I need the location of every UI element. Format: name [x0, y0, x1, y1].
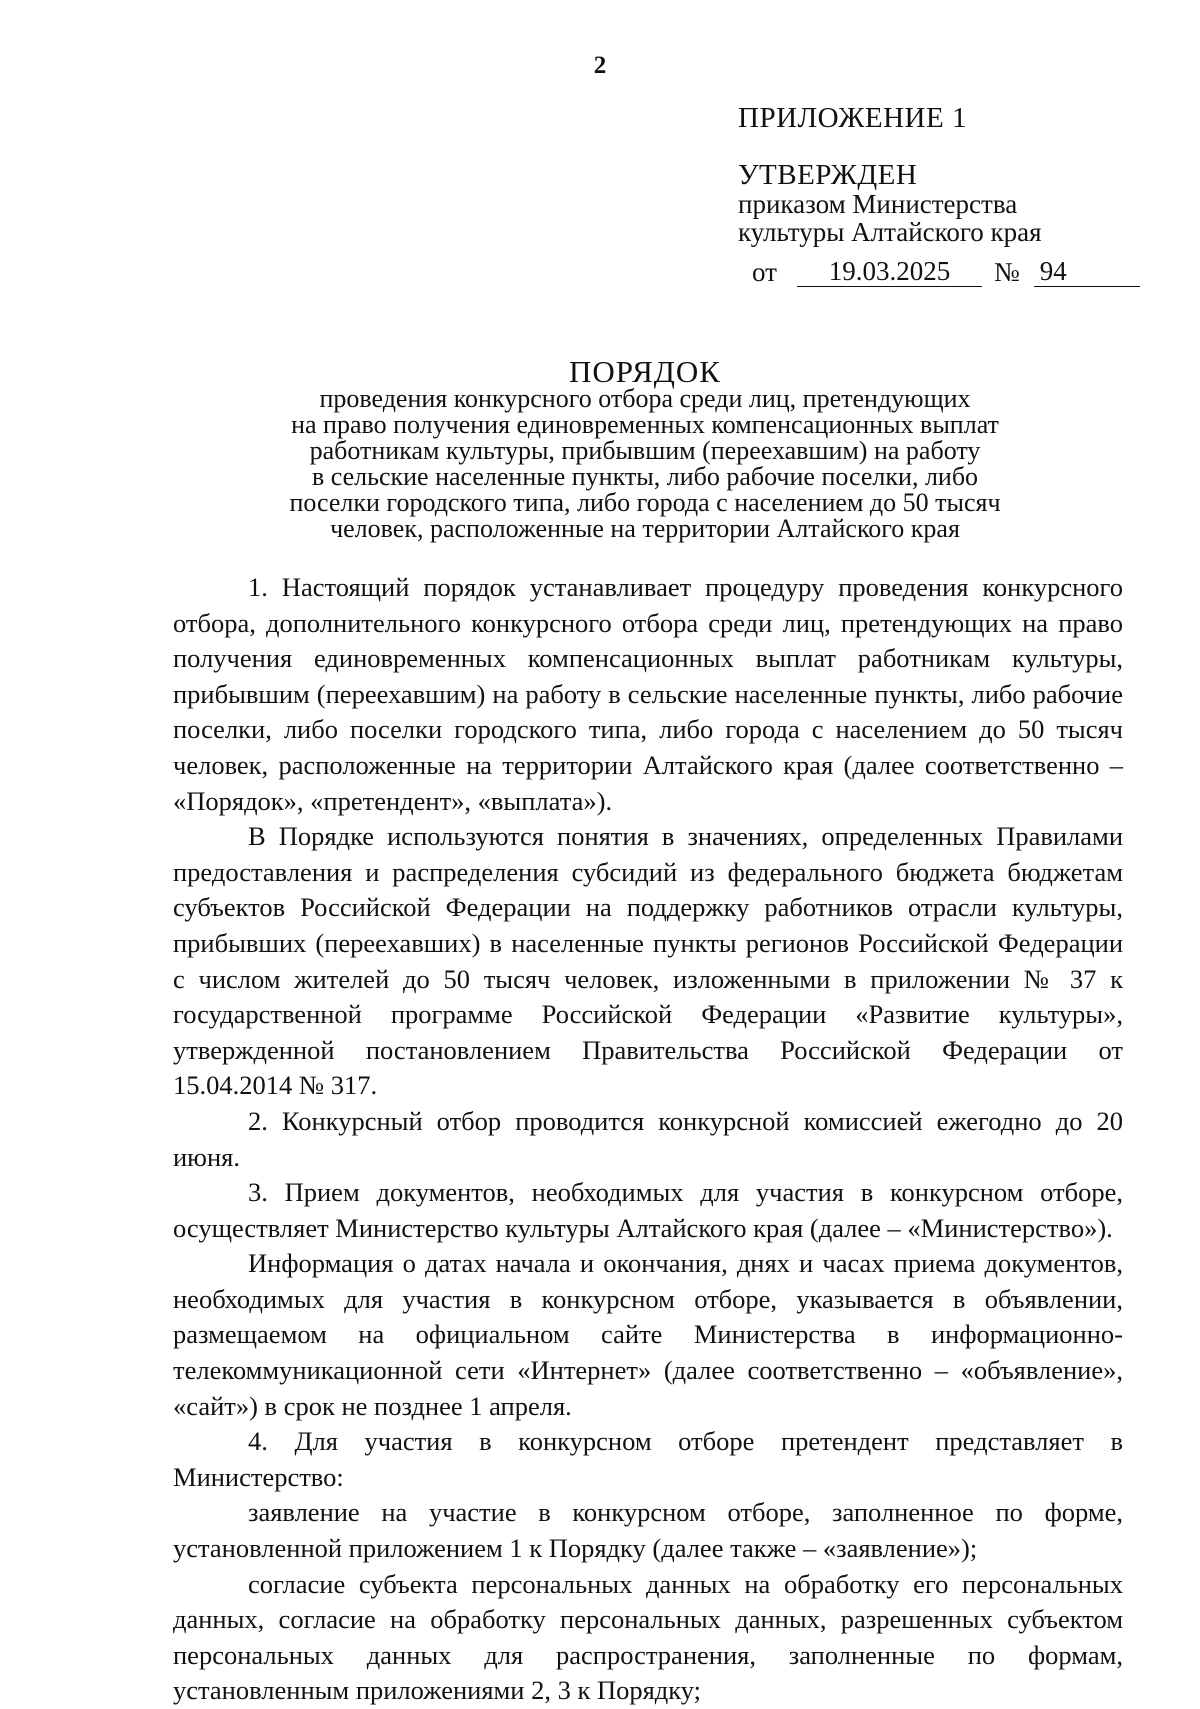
page-number: 2	[593, 52, 607, 79]
number-label: №	[993, 257, 1020, 287]
paragraph-application: заявление на участие в конкурсном отборе, заполненное по форме, установленной приложением 1 к Порядку (далее также – «заявление»);	[173, 1497, 1123, 1564]
appendix-title: ПРИЛОЖЕНИЕ 1	[738, 102, 967, 134]
approved-label: УТВЕРЖДЕН	[738, 159, 918, 191]
subtitle-line: в сельские населенные пункты, либо рабочие поселки, либо	[311, 462, 979, 491]
approval-line-ministry: культуры Алтайского края	[738, 217, 1042, 247]
document-body	[173, 570, 1123, 1709]
subtitle-line: человек, расположенные на территории Алтайского края	[330, 514, 960, 543]
subtitle-line: проведения конкурсного отбора среди лиц, претендующих	[319, 384, 971, 413]
paragraph-announcement: Информация о датах начала и окончания, днях и часах приема документов, необходимых для участия в конкурсном отборе, указывается в объявлении, размещаемом на официальном сайте Министерства в информационно-телекоммуникационной сети «Интернет» (далее соответственно – «объявление», «сайт») в срок не позднее 1 апреля.	[173, 1248, 1123, 1421]
approval-block	[738, 104, 1178, 287]
document-subtitle	[0, 386, 1200, 542]
paragraph-1: 1. Настоящий порядок устанавливает процедуру проведения конкурсного отбора, дополнительного конкурсного отбора среди лиц, претендующих на право получения единовременных компенсационных выплат работникам культуры, прибывшим (переехавшим) на работу в сельские населенные пункты, либо рабочие поселки, либо поселки городского типа, либо города с населением до 50 тысяч человек, расположенные на территории Алтайского края (далее соответственно – «Порядок», «претендент», «выплата»).	[173, 572, 1123, 816]
date-number-row	[738, 256, 1178, 287]
paragraph-consent: согласие субъекта персональных данных на обработку его персональных данных, согласие на обработку персональных данных, разрешенных субъектом персональных данных для распространения, заполненные по формам, установленным приложениями 2, 3 к Порядку;	[173, 1568, 1123, 1706]
approval-line-order: приказом Министерства	[738, 189, 1018, 219]
paragraph-4: 4. Для участия в конкурсном отборе претендент представляет в Министерство:	[173, 1426, 1123, 1492]
subtitle-line: работникам культуры, прибывшим (переехавшим) на работу	[309, 436, 981, 465]
order-number: 94	[1034, 256, 1140, 287]
subtitle-line: поселки городского типа, либо города с населением до 50 тысяч	[289, 488, 1001, 517]
subtitle-line: на право получения единовременных компенсационных выплат	[291, 410, 999, 439]
date-label: от	[752, 257, 777, 287]
paragraph-definitions: В Порядке используются понятия в значениях, определенных Правилами предоставления и распределения субсидий из федерального бюджета бюджетам субъектов Российской Федерации на поддержку работников отрасли культуры, прибывших (переехавших) в населенные пункты регионов Российской Федерации с числом жителей до 50 тысяч человек, изложенными в приложении № 37 к государственной программе Российской Федерации «Развитие культуры», утвержденной постановлением Правительства Российской Федерации от 15.04.2014 № 317.	[173, 821, 1123, 1101]
document-title: ПОРЯДОК	[569, 354, 721, 389]
order-date: 19.03.2025	[797, 256, 982, 287]
paragraph-3: 3. Прием документов, необходимых для участия в конкурсном отборе, осуществляет Министерство культуры Алтайского края (далее – «Министерство»).	[173, 1177, 1123, 1243]
paragraph-2: 2. Конкурсный отбор проводится конкурсной комиссией ежегодно до 20 июня.	[173, 1105, 1123, 1172]
